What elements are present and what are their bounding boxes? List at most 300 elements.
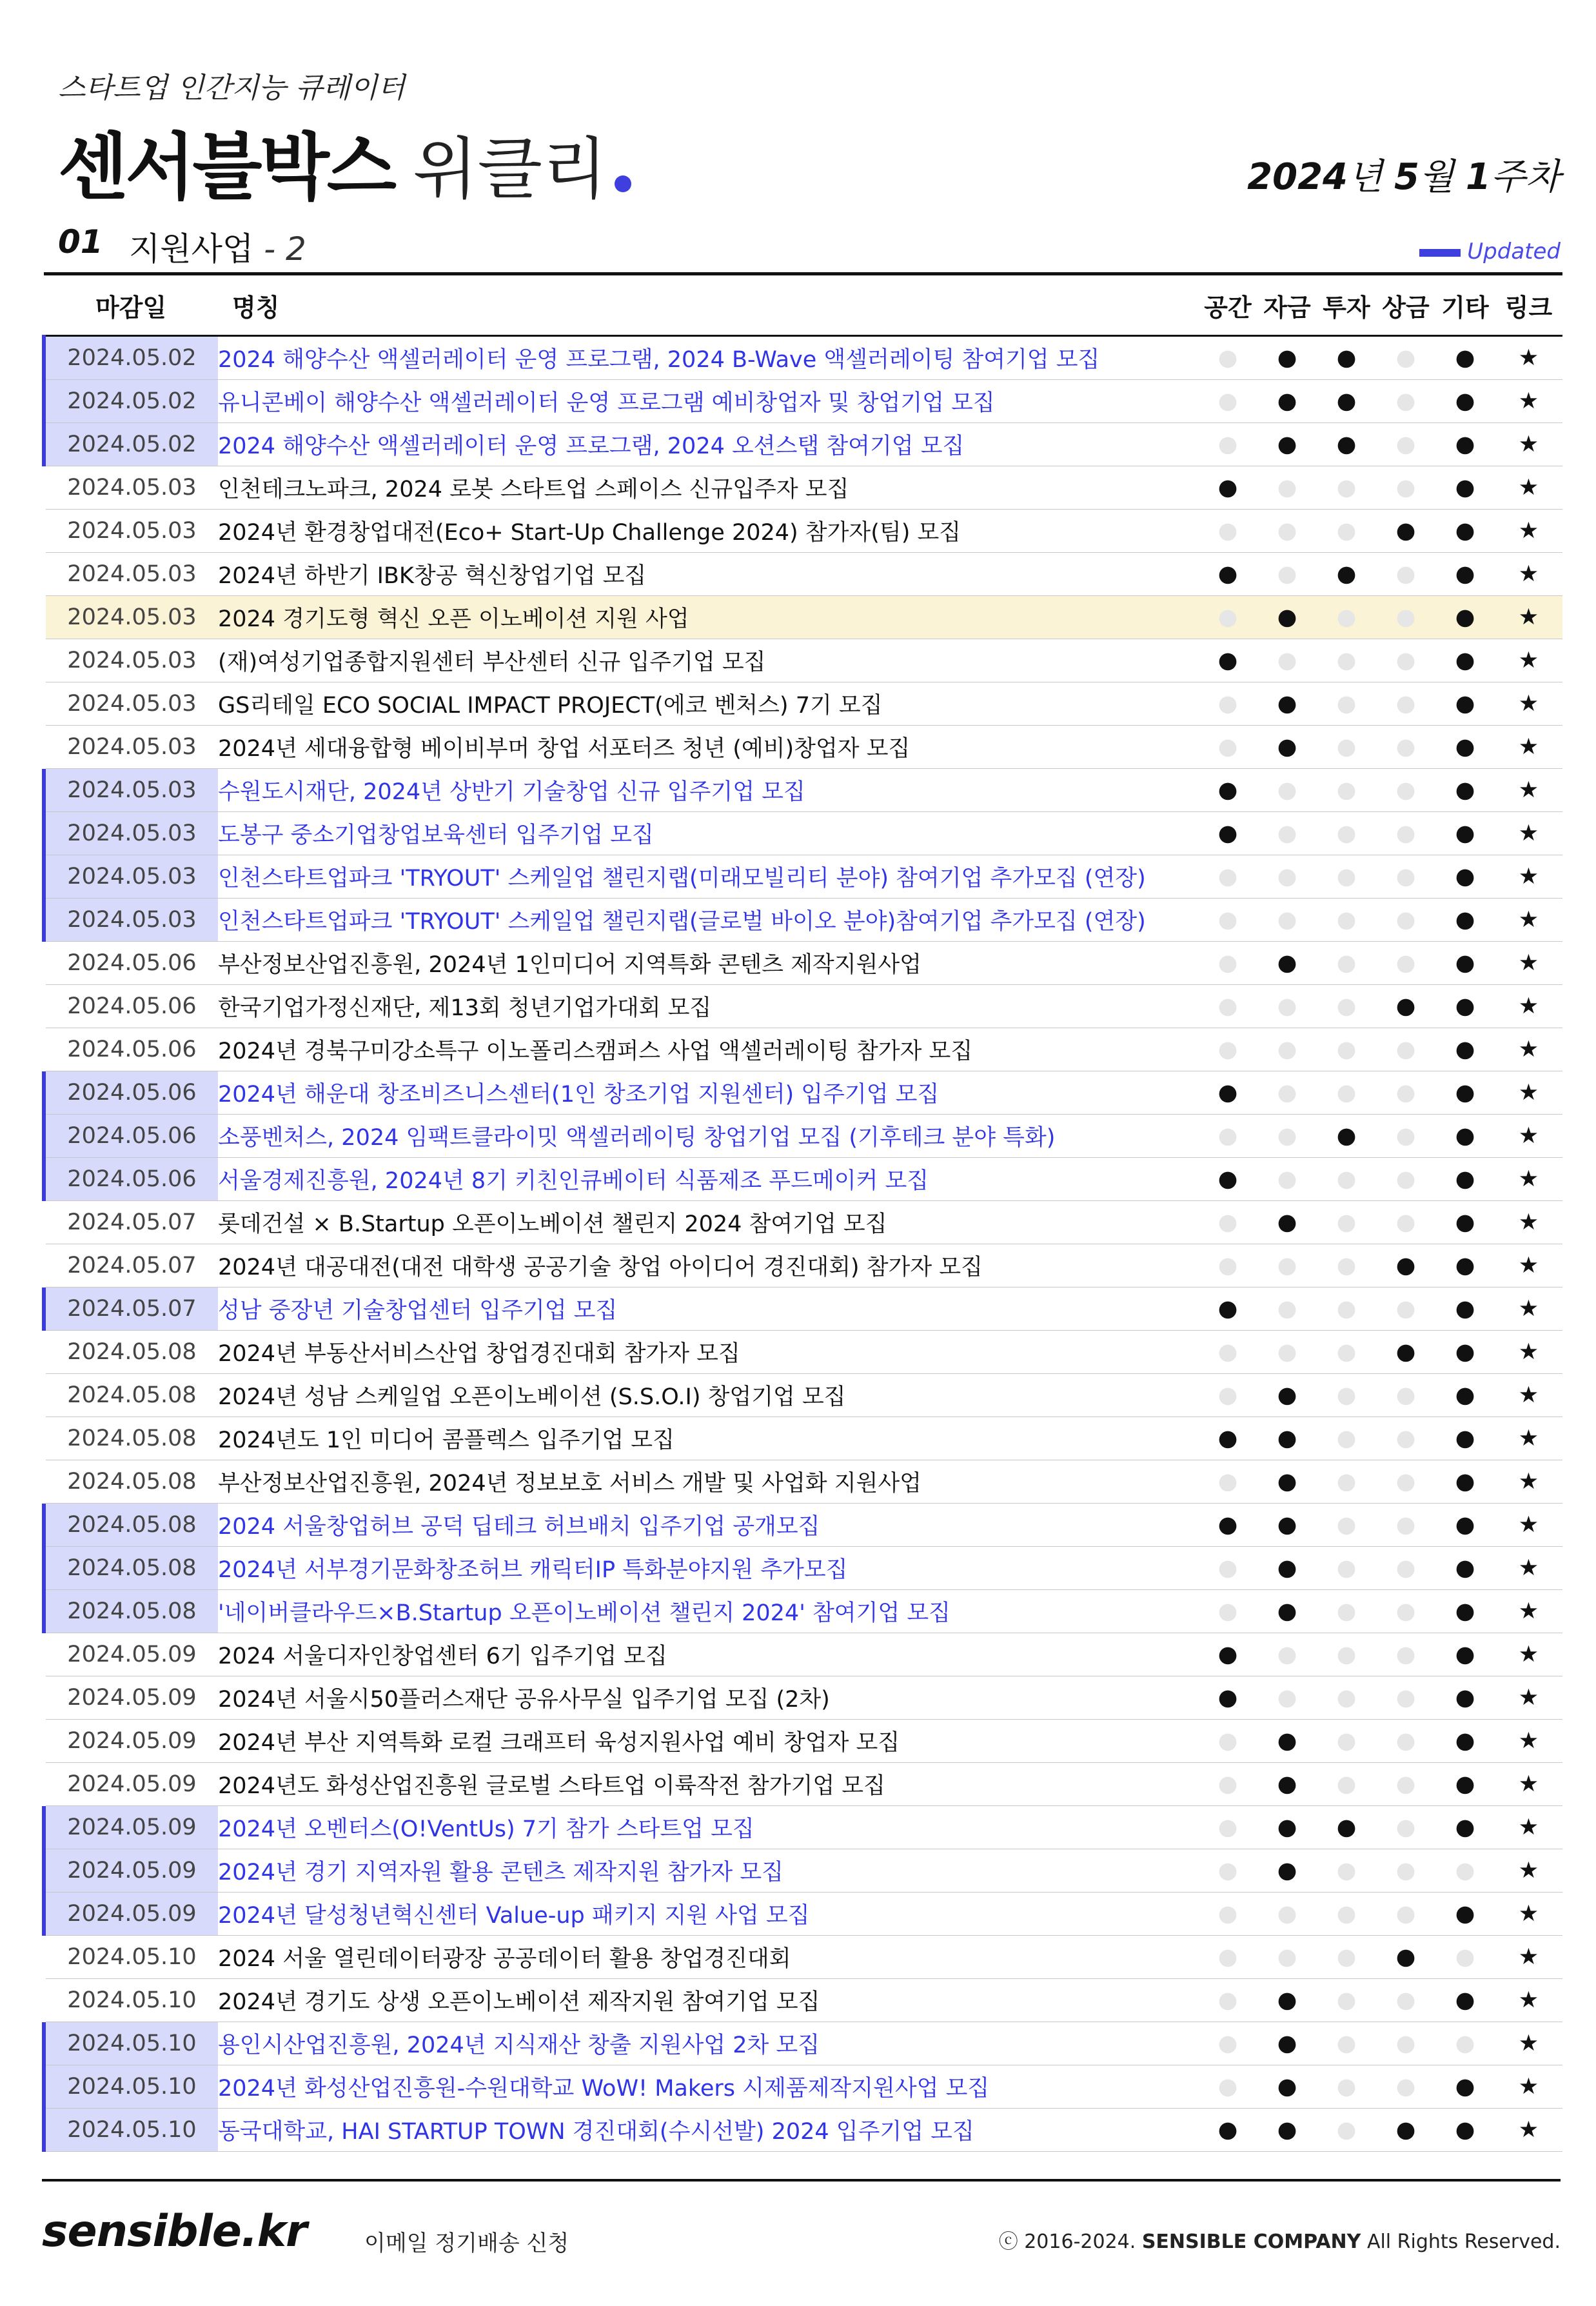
star-icon[interactable]: ★ <box>1518 1382 1539 1408</box>
program-name-link[interactable]: 용인시산업진흥원, 2024년 지식재산 창출 지원사업 2차 모집 <box>218 2022 1198 2065</box>
program-name-link[interactable]: 유니콘베이 해양수산 액셀러레이터 운영 프로그램 예비창업자 및 창업기업 모집 <box>218 380 1198 423</box>
dot-filled-icon: ● <box>1455 2117 1475 2143</box>
footer <box>42 2206 1561 2264</box>
dot-empty-icon: ● <box>1217 1944 1238 1970</box>
star-icon[interactable]: ★ <box>1518 1512 1539 1538</box>
space-cell <box>1198 1287 1257 1331</box>
table-row[interactable] <box>44 1633 1562 1676</box>
dot-filled-icon: ● <box>1455 1771 1475 1797</box>
program-name-link[interactable]: 성남 중장년 기술창업센터 입주기업 모집 <box>218 1287 1198 1331</box>
program-name-link[interactable]: 2024년 하반기 IBK창공 혁신창업기업 모집 <box>218 553 1198 596</box>
link-cell <box>1495 1806 1562 1849</box>
table-row[interactable] <box>44 812 1562 855</box>
space-cell <box>1198 985 1257 1028</box>
table-row[interactable] <box>44 855 1562 899</box>
dot-filled-icon: ● <box>1277 1426 1297 1451</box>
star-icon[interactable]: ★ <box>1518 1123 1539 1149</box>
invest-cell <box>1317 769 1376 812</box>
program-name-link[interactable]: 인천스타트업파크 'TRYOUT' 스케일업 챌린지랩(글로벌 바이오 분야)참여기업 추가모집 (연장) <box>218 899 1198 942</box>
program-name-link[interactable]: 수원도시재단, 2024년 상반기 기술창업 신규 입주기업 모집 <box>218 769 1198 812</box>
star-icon[interactable]: ★ <box>1518 1080 1539 1106</box>
table-row[interactable] <box>44 1806 1562 1849</box>
table-row[interactable] <box>44 1028 1562 1071</box>
star-icon[interactable]: ★ <box>1518 734 1539 760</box>
deadline-cell: 2024.05.08 <box>44 1460 218 1504</box>
dot-filled-icon: ● <box>1217 2117 1238 2143</box>
prize-cell <box>1376 1979 1435 2022</box>
link-cell <box>1495 1374 1562 1417</box>
star-icon[interactable]: ★ <box>1518 1166 1539 1192</box>
program-name-link[interactable]: (재)여성기업종합지원센터 부산센터 신규 입주기업 모집 <box>218 639 1198 682</box>
table-row[interactable] <box>44 553 1562 596</box>
star-icon[interactable]: ★ <box>1518 1858 1539 1884</box>
dot-empty-icon: ● <box>1217 1253 1238 1278</box>
program-name-link[interactable]: 2024년 경북구미강소특구 이노폴리스캠퍼스 사업 액셀러레이팅 참가자 모집 <box>218 1028 1198 1071</box>
star-icon[interactable]: ★ <box>1518 1469 1539 1495</box>
star-icon[interactable]: ★ <box>1518 518 1539 544</box>
table-row[interactable] <box>44 769 1562 812</box>
dot-empty-icon: ● <box>1395 1858 1416 1884</box>
dot-filled-icon: ● <box>1277 1814 1297 1840</box>
table-row[interactable] <box>44 1504 1562 1547</box>
star-icon[interactable]: ★ <box>1518 1987 1539 2013</box>
dot-empty-icon: ● <box>1277 1166 1297 1192</box>
etc-cell <box>1435 510 1495 553</box>
invest-cell <box>1317 1633 1376 1676</box>
prize-cell <box>1376 1374 1435 1417</box>
prize-cell <box>1376 855 1435 899</box>
star-icon[interactable]: ★ <box>1518 1037 1539 1062</box>
space-cell <box>1198 380 1257 423</box>
fund-cell <box>1257 812 1317 855</box>
dot-empty-icon: ● <box>1217 1382 1238 1408</box>
star-icon[interactable]: ★ <box>1518 691 1539 717</box>
program-name-link[interactable]: 2024년 성남 스케일업 오픈이노베이션 (S.S.O.I) 창업기업 모집 <box>218 1374 1198 1417</box>
deadline-cell: 2024.05.02 <box>44 423 218 466</box>
deadline-cell: 2024.05.08 <box>44 1417 218 1460</box>
program-name-link[interactable]: 2024년 서울시50플러스재단 공유사무실 입주기업 모집 (2차) <box>218 1676 1198 1720</box>
dot-filled-icon: ● <box>1455 1642 1475 1667</box>
fund-cell <box>1257 510 1317 553</box>
section-suffix: - 2 <box>264 230 306 268</box>
invest-cell <box>1317 1849 1376 1893</box>
deadline-cell: 2024.05.02 <box>44 336 218 380</box>
invest-cell <box>1317 1374 1376 1417</box>
invest-cell <box>1317 1331 1376 1374</box>
star-icon[interactable]: ★ <box>1518 345 1539 371</box>
table-row[interactable] <box>44 899 1562 942</box>
deadline-cell: 2024.05.09 <box>44 1763 218 1806</box>
space-cell <box>1198 1460 1257 1504</box>
program-name-link[interactable]: 2024년 해운대 창조비즈니스센터(1인 창조기업 지원센터) 입주기업 모집 <box>218 1071 1198 1115</box>
star-icon[interactable]: ★ <box>1518 604 1539 630</box>
star-icon[interactable]: ★ <box>1518 1685 1539 1711</box>
star-icon[interactable]: ★ <box>1518 648 1539 673</box>
space-cell <box>1198 1374 1257 1417</box>
star-icon[interactable]: ★ <box>1518 820 1539 846</box>
prize-cell <box>1376 899 1435 942</box>
program-name-link[interactable]: 부산정보산업진흥원, 2024년 1인미디어 지역특화 콘텐츠 제작지원사업 <box>218 942 1198 985</box>
etc-cell <box>1435 1806 1495 1849</box>
col-space: 공간 <box>1198 274 1257 336</box>
table-row[interactable] <box>44 1936 1562 1979</box>
dot-empty-icon: ● <box>1336 604 1357 630</box>
link-cell <box>1495 1849 1562 1893</box>
dot-filled-icon: ● <box>1455 1382 1475 1408</box>
program-name-link[interactable]: 2024년 환경창업대전(Eco+ Start-Up Challenge 2024) 참가자(팀) 모집 <box>218 510 1198 553</box>
table-row[interactable] <box>44 2022 1562 2065</box>
section-title: 지원사업 <box>129 230 254 268</box>
dot-empty-icon: ● <box>1336 1555 1357 1581</box>
dot-empty-icon: ● <box>1217 1901 1238 1927</box>
prize-cell <box>1376 1763 1435 1806</box>
fund-cell <box>1257 553 1317 596</box>
dot-filled-icon: ● <box>1336 432 1357 457</box>
program-name-link[interactable]: 2024 서울창업허브 공덕 딥테크 허브배치 입주기업 공개모집 <box>218 1504 1198 1547</box>
invest-cell <box>1317 682 1376 726</box>
dot-empty-icon: ● <box>1277 864 1297 890</box>
table-row[interactable] <box>44 1547 1562 1590</box>
table-row[interactable] <box>44 1979 1562 2022</box>
star-icon[interactable]: ★ <box>1518 907 1539 933</box>
program-name-link[interactable]: 서울경제진흥원, 2024년 8기 키친인큐베이터 식품제조 푸드메이커 모집 <box>218 1158 1198 1201</box>
dot-filled-icon: ● <box>1277 1728 1297 1754</box>
link-cell <box>1495 1028 1562 1071</box>
etc-cell <box>1435 942 1495 985</box>
dot-empty-icon: ● <box>1336 1339 1357 1365</box>
table-row[interactable] <box>44 682 1562 726</box>
star-icon[interactable]: ★ <box>1518 561 1539 587</box>
program-name-link[interactable]: GS리테일 ECO SOCIAL IMPACT PROJECT(에코 벤처스) 7기 모집 <box>218 682 1198 726</box>
program-name-link[interactable]: 2024 서울 열린데이터광장 공공데이터 활용 창업경진대회 <box>218 1936 1198 1979</box>
program-name-link[interactable]: 2024년 부산 지역특화 로컬 크래프터 육성지원사업 예비 창업자 모집 <box>218 1720 1198 1763</box>
dot-empty-icon: ● <box>1277 1944 1297 1970</box>
program-name-link[interactable]: 부산정보산업진흥원, 2024년 정보보호 서비스 개발 및 사업화 지원사업 <box>218 1460 1198 1504</box>
link-cell <box>1495 553 1562 596</box>
star-icon[interactable]: ★ <box>1518 1253 1539 1278</box>
link-cell <box>1495 1504 1562 1547</box>
dot-empty-icon: ● <box>1336 1166 1357 1192</box>
table-bottom-rule <box>42 2179 1561 2182</box>
week-label <box>1247 148 1561 200</box>
star-icon[interactable]: ★ <box>1518 1728 1539 1754</box>
dot-filled-icon: ● <box>1277 1209 1297 1235</box>
program-name-link[interactable]: 인천테크노파크, 2024 로봇 스타트업 스페이스 신규입주자 모집 <box>218 466 1198 510</box>
table-row[interactable] <box>44 726 1562 769</box>
table-row[interactable] <box>44 380 1562 423</box>
dot-filled-icon: ● <box>1277 1858 1297 1884</box>
subscribe-link[interactable]: 이메일 정기배송 신청 <box>364 2231 569 2256</box>
table-row[interactable] <box>44 942 1562 985</box>
dot-empty-icon: ● <box>1395 1685 1416 1711</box>
week-year: 2024 <box>1247 156 1348 198</box>
table-row[interactable] <box>44 596 1562 639</box>
link-cell <box>1495 855 1562 899</box>
dot-filled-icon: ● <box>1455 1080 1475 1106</box>
fund-cell <box>1257 2109 1317 2152</box>
star-icon[interactable]: ★ <box>1518 1598 1539 1624</box>
space-cell <box>1198 1849 1257 1893</box>
dot-empty-icon: ● <box>1336 475 1357 501</box>
deadline-cell: 2024.05.07 <box>44 1244 218 1287</box>
company-name: SENSIBLE COMPANY <box>1141 2231 1361 2253</box>
dot-filled-icon: ● <box>1455 1728 1475 1754</box>
program-table <box>42 272 1562 2152</box>
program-name-link[interactable]: 2024년 경기도 상생 오픈이노베이션 제작지원 참여기업 모집 <box>218 1979 1198 2022</box>
fund-cell <box>1257 2065 1317 2109</box>
dot-empty-icon: ● <box>1217 950 1238 976</box>
fund-cell <box>1257 899 1317 942</box>
invest-cell <box>1317 1201 1376 1244</box>
invest-cell <box>1317 1979 1376 2022</box>
invest-cell <box>1317 510 1376 553</box>
program-name-link[interactable]: 2024년 세대융합형 베이비부머 창업 서포터즈 청년 (예비)창업자 모집 <box>218 726 1198 769</box>
star-icon[interactable]: ★ <box>1518 1901 1539 1927</box>
table-row[interactable] <box>44 466 1562 510</box>
program-name-link[interactable]: 2024년 대공대전(대전 대학생 공공기술 창업 아이디어 경진대회) 참가자 모집 <box>218 1244 1198 1287</box>
table-row[interactable] <box>44 1849 1562 1893</box>
program-name-link[interactable]: 인천스타트업파크 'TRYOUT' 스케일업 챌린지랩(미래모빌리티 분야) 참여기업 추가모집 (연장) <box>218 855 1198 899</box>
table-row[interactable] <box>44 1244 1562 1287</box>
updated-legend-swatch <box>1419 249 1461 257</box>
header <box>58 58 1561 219</box>
dot-filled-icon: ● <box>1455 820 1475 846</box>
table-row[interactable] <box>44 1374 1562 1417</box>
etc-cell <box>1435 1720 1495 1763</box>
table-row[interactable] <box>44 1158 1562 1201</box>
fund-cell <box>1257 423 1317 466</box>
program-name-link[interactable]: '네이버클라우드×B.Startup 오픈이노베이션 챌린지 2024' 참여기업 모집 <box>218 1590 1198 1633</box>
invest-cell <box>1317 2065 1376 2109</box>
prize-cell <box>1376 2109 1435 2152</box>
program-name-link[interactable]: 롯데건설 × B.Startup 오픈이노베이션 챌린지 2024 참여기업 모집 <box>218 1201 1198 1244</box>
table-row[interactable] <box>44 1763 1562 1806</box>
dot-filled-icon: ● <box>1217 1685 1238 1711</box>
deadline-cell: 2024.05.10 <box>44 1979 218 2022</box>
star-icon[interactable]: ★ <box>1518 1209 1539 1235</box>
dot-empty-icon: ● <box>1277 777 1297 803</box>
program-name-link[interactable]: 2024년 부동산서비스산업 창업경진대회 참가자 모집 <box>218 1331 1198 1374</box>
fund-cell <box>1257 1806 1317 1849</box>
dot-filled-icon: ● <box>1217 1426 1238 1451</box>
dot-filled-icon: ● <box>1395 1253 1416 1278</box>
dot-filled-icon: ● <box>1395 1944 1416 1970</box>
dot-filled-icon: ● <box>1277 1555 1297 1581</box>
dot-empty-icon: ● <box>1336 1685 1357 1711</box>
star-icon[interactable]: ★ <box>1518 475 1539 501</box>
program-name-link[interactable]: 2024년 달성청년혁신센터 Value-up 패키지 지원 사업 모집 <box>218 1893 1198 1936</box>
star-icon[interactable]: ★ <box>1518 1339 1539 1365</box>
dot-empty-icon: ● <box>1336 950 1357 976</box>
program-name-link[interactable]: 소풍벤처스, 2024 임팩트클라이밋 액셀러레이팅 창업기업 모집 (기후테크 분야 특화) <box>218 1115 1198 1158</box>
dot-empty-icon: ● <box>1217 1209 1238 1235</box>
program-name-link[interactable]: 도봉구 중소기업창업보육센터 입주기업 모집 <box>218 812 1198 855</box>
dot-empty-icon: ● <box>1277 1296 1297 1322</box>
dot-empty-icon: ● <box>1395 561 1416 587</box>
dot-empty-icon: ● <box>1277 820 1297 846</box>
etc-cell <box>1435 726 1495 769</box>
title-row <box>58 110 631 210</box>
program-name-link[interactable]: 한국기업가정신재단, 제13회 청년기업가대회 모집 <box>218 985 1198 1028</box>
table-row[interactable] <box>44 985 1562 1028</box>
dot-filled-icon: ● <box>1277 345 1297 371</box>
section-number: 01 <box>58 223 103 261</box>
dot-filled-icon: ● <box>1455 1512 1475 1538</box>
program-name-link[interactable]: 동국대학교, HAI STARTUP TOWN 경진대회(수시선발) 2024 입주기업 모집 <box>218 2109 1198 2152</box>
prize-cell <box>1376 639 1435 682</box>
table-row[interactable] <box>44 1071 1562 1115</box>
dot-empty-icon: ● <box>1217 1469 1238 1495</box>
space-cell <box>1198 1633 1257 1676</box>
fund-cell <box>1257 1676 1317 1720</box>
link-cell <box>1495 769 1562 812</box>
star-icon[interactable]: ★ <box>1518 1944 1539 1970</box>
table-row[interactable] <box>44 1590 1562 1633</box>
table-row[interactable] <box>44 1676 1562 1720</box>
fund-cell <box>1257 1374 1317 1417</box>
space-cell <box>1198 596 1257 639</box>
star-icon[interactable]: ★ <box>1518 2031 1539 2056</box>
star-icon[interactable]: ★ <box>1518 950 1539 976</box>
invest-cell <box>1317 855 1376 899</box>
star-icon[interactable]: ★ <box>1518 2074 1539 2100</box>
invest-cell <box>1317 466 1376 510</box>
table-row[interactable] <box>44 1115 1562 1158</box>
link-cell <box>1495 1676 1562 1720</box>
table-row[interactable] <box>44 2109 1562 2152</box>
table-row[interactable] <box>44 1331 1562 1374</box>
dot-empty-icon: ● <box>1455 2031 1475 2056</box>
prize-cell <box>1376 682 1435 726</box>
space-cell <box>1198 855 1257 899</box>
dot-filled-icon: ● <box>1455 1209 1475 1235</box>
program-name-link[interactable]: 2024년도 화성산업진흥원 글로벌 스타트업 이륙작전 참가기업 모집 <box>218 1763 1198 1806</box>
invest-cell <box>1317 1893 1376 1936</box>
dot-filled-icon: ● <box>1395 1339 1416 1365</box>
link-cell <box>1495 1417 1562 1460</box>
dot-filled-icon: ● <box>1455 691 1475 717</box>
invest-cell <box>1317 336 1376 380</box>
table-row[interactable] <box>44 2065 1562 2109</box>
table-row[interactable] <box>44 423 1562 466</box>
star-icon[interactable]: ★ <box>1518 388 1539 414</box>
link-cell <box>1495 1720 1562 1763</box>
program-name-link[interactable]: 2024년 화성산업진흥원-수원대학교 WoW! Makers 시제품제작지원사업 모집 <box>218 2065 1198 2109</box>
dot-empty-icon: ● <box>1395 864 1416 890</box>
invest-cell <box>1317 1115 1376 1158</box>
dot-filled-icon: ● <box>1217 1080 1238 1106</box>
space-cell <box>1198 812 1257 855</box>
col-name: 명칭 <box>218 274 1198 336</box>
dot-filled-icon: ● <box>1455 518 1475 544</box>
link-cell <box>1495 2065 1562 2109</box>
etc-cell <box>1435 682 1495 726</box>
dot-empty-icon: ● <box>1217 604 1238 630</box>
program-name-link[interactable]: 2024 서울디자인창업센터 6기 입주기업 모집 <box>218 1633 1198 1676</box>
deadline-cell: 2024.05.06 <box>44 1028 218 1071</box>
table-row[interactable] <box>44 1287 1562 1331</box>
dot-filled-icon: ● <box>1336 388 1357 414</box>
table-row[interactable] <box>44 510 1562 553</box>
star-icon[interactable]: ★ <box>1518 1296 1539 1322</box>
col-etc: 기타 <box>1435 274 1495 336</box>
fund-cell <box>1257 1979 1317 2022</box>
star-icon[interactable]: ★ <box>1518 993 1539 1019</box>
fund-cell <box>1257 1460 1317 1504</box>
prize-cell <box>1376 1633 1435 1676</box>
dot-filled-icon: ● <box>1455 734 1475 760</box>
table-row[interactable] <box>44 1460 1562 1504</box>
link-cell <box>1495 1633 1562 1676</box>
program-name-link[interactable]: 2024 해양수산 액셀러레이터 운영 프로그램, 2024 오션스탭 참여기업 모집 <box>218 423 1198 466</box>
space-cell <box>1198 726 1257 769</box>
dot-filled-icon: ● <box>1277 691 1297 717</box>
dot-filled-icon: ● <box>1455 1426 1475 1451</box>
space-cell <box>1198 553 1257 596</box>
prize-cell <box>1376 510 1435 553</box>
program-name-link[interactable]: 2024 경기도형 혁신 오픈 이노베이션 지원 사업 <box>218 596 1198 639</box>
deadline-cell: 2024.05.09 <box>44 1720 218 1763</box>
deadline-cell: 2024.05.03 <box>44 553 218 596</box>
etc-cell <box>1435 466 1495 510</box>
table-row[interactable] <box>44 1417 1562 1460</box>
dot-filled-icon: ● <box>1395 993 1416 1019</box>
table-row[interactable] <box>44 639 1562 682</box>
dot-empty-icon: ● <box>1395 1987 1416 2013</box>
table-row[interactable] <box>44 1720 1562 1763</box>
dot-empty-icon: ● <box>1277 1037 1297 1062</box>
fund-cell <box>1257 380 1317 423</box>
star-icon[interactable]: ★ <box>1518 2117 1539 2143</box>
program-name-link[interactable]: 2024년 오벤터스(O!VentUs) 7기 참가 스타트업 모집 <box>218 1806 1198 1849</box>
fund-cell <box>1257 1720 1317 1763</box>
star-icon[interactable]: ★ <box>1518 864 1539 890</box>
star-icon[interactable]: ★ <box>1518 1642 1539 1667</box>
link-cell <box>1495 1893 1562 1936</box>
star-icon[interactable]: ★ <box>1518 1814 1539 1840</box>
table-row[interactable] <box>44 336 1562 380</box>
program-name-link[interactable]: 2024년 경기 지역자원 활용 콘텐츠 제작지원 참가자 모집 <box>218 1849 1198 1893</box>
program-name-link[interactable]: 2024년 서부경기문화창조허브 캐릭터IP 특화분야지원 추가모집 <box>218 1547 1198 1590</box>
etc-cell <box>1435 553 1495 596</box>
program-name-link[interactable]: 2024 해양수산 액셀러레이터 운영 프로그램, 2024 B-Wave 액셀러레이팅 참여기업 모집 <box>218 336 1198 380</box>
star-icon[interactable]: ★ <box>1518 777 1539 803</box>
dot-filled-icon: ● <box>1277 1382 1297 1408</box>
dot-empty-icon: ● <box>1395 1901 1416 1927</box>
table-row[interactable] <box>44 1893 1562 1936</box>
etc-cell <box>1435 596 1495 639</box>
deadline-cell: 2024.05.08 <box>44 1590 218 1633</box>
table-row[interactable] <box>44 1201 1562 1244</box>
dot-empty-icon: ● <box>1395 907 1416 933</box>
star-icon[interactable]: ★ <box>1518 1771 1539 1797</box>
dot-empty-icon: ● <box>1336 2031 1357 2056</box>
dot-empty-icon: ● <box>1336 648 1357 673</box>
brand-link[interactable]: sensible.kr <box>42 2206 307 2257</box>
etc-cell <box>1435 1547 1495 1590</box>
star-icon[interactable]: ★ <box>1518 1426 1539 1451</box>
dot-empty-icon: ● <box>1336 691 1357 717</box>
link-cell <box>1495 985 1562 1028</box>
col-link: 링크 <box>1495 274 1562 336</box>
program-name-link[interactable]: 2024년도 1인 미디어 콤플렉스 입주기업 모집 <box>218 1417 1198 1460</box>
star-icon[interactable]: ★ <box>1518 1555 1539 1581</box>
star-icon[interactable]: ★ <box>1518 432 1539 457</box>
dot-filled-icon: ● <box>1217 1512 1238 1538</box>
space-cell <box>1198 510 1257 553</box>
dot-filled-icon: ● <box>1217 1166 1238 1192</box>
link-cell <box>1495 1115 1562 1158</box>
